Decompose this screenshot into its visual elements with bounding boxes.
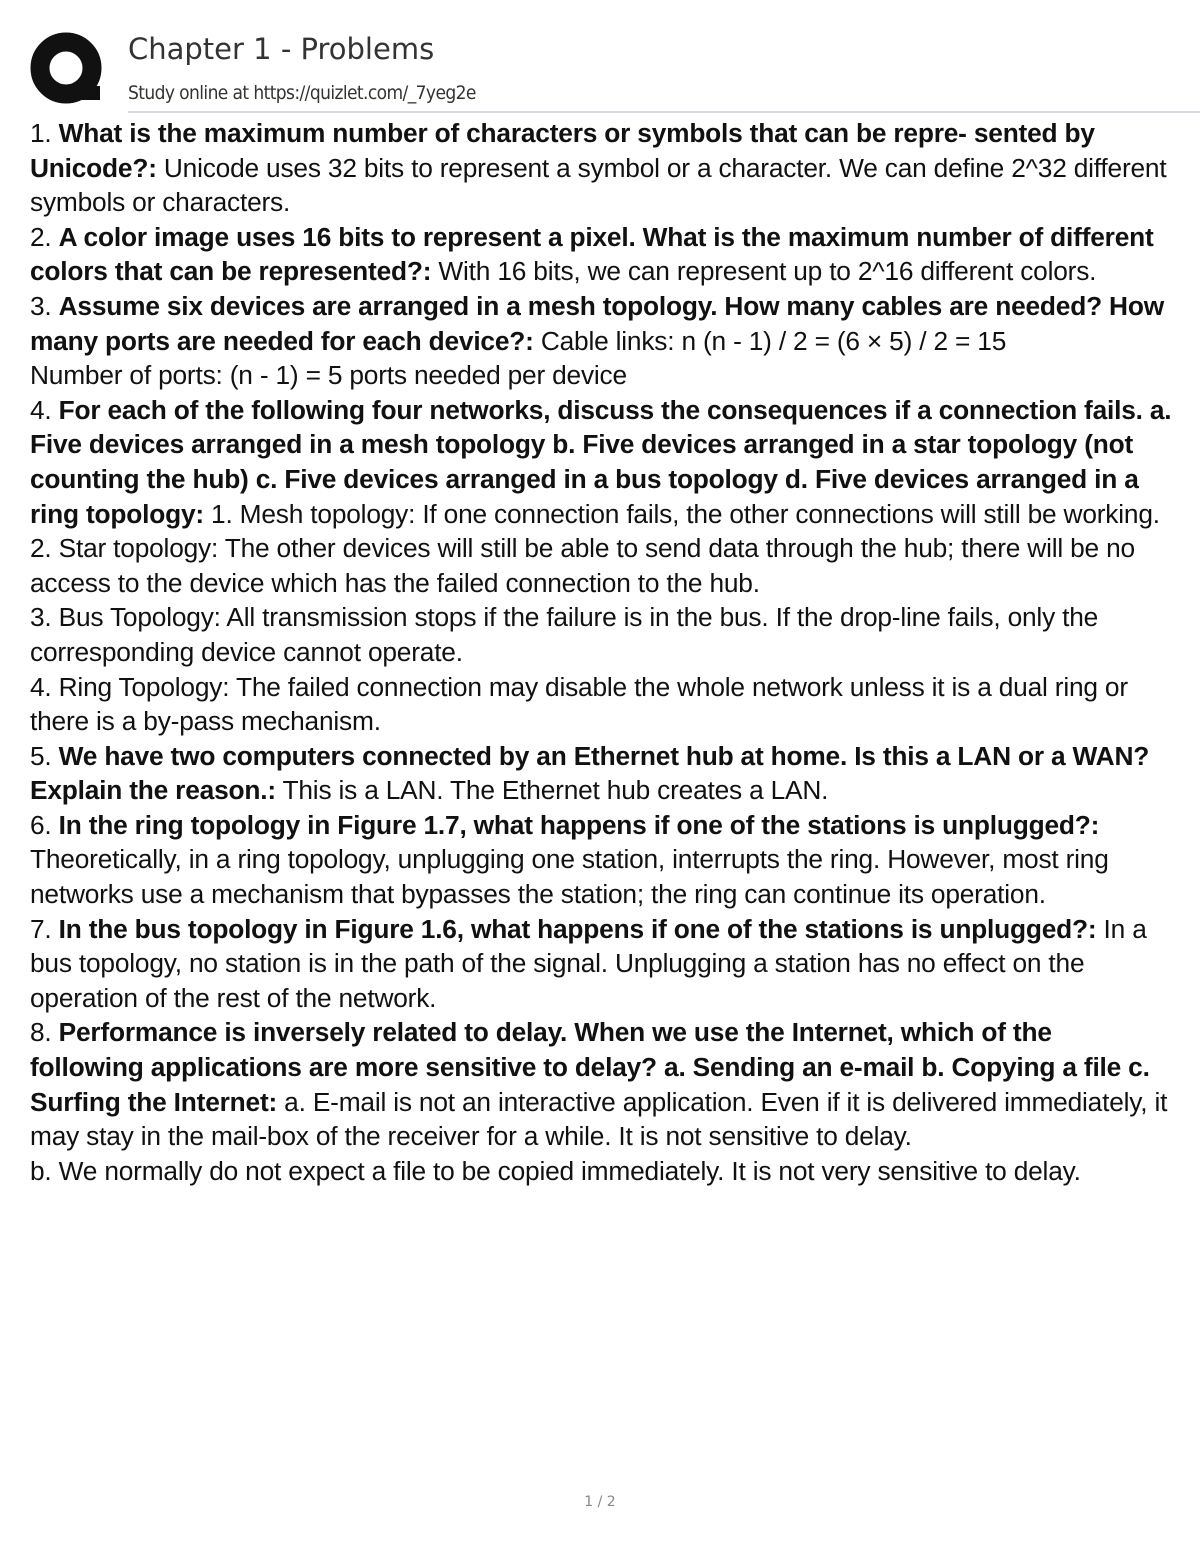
answer-text: This is a LAN. The Ethernet hub creates a LAN. [275, 775, 829, 806]
answer-continuation: 2. Star topology: The other devices will still be able to send data through the hub; there will be no access to the device which has the failed connection to the hub. [30, 533, 1135, 598]
question-number: 6. [30, 809, 59, 840]
question-text: For each of the following four networks, discuss the consequences if a connection fails. a. Five devices arranged in a mesh topology b. Five devices arranged in a star topology (not counting the hub) c. Five devices arranged in a bus topology d. Five devices arranged in a ring topology: [30, 394, 1172, 529]
question-item [30, 289, 1172, 358]
questions-list [30, 116, 1172, 1188]
question-item [30, 739, 1172, 808]
answer-text: In a bus topology, no station is in the path of the signal. Unplugging a station has no effect on the operation of the rest of the network. [30, 913, 1147, 1013]
question-text: In the ring topology in Figure 1.7, what happens if one of the stations is unplugged?: [58, 809, 1100, 840]
question-text: In the bus topology in Figure 1.6, what happens if one of the stations is unplugged?: [58, 913, 1097, 944]
header-divider [128, 111, 1200, 113]
question-item [30, 116, 1172, 220]
document-title: Chapter 1 - Problems [128, 32, 435, 66]
question-text: A color image uses 16 bits to represent a pixel. What is the maximum number of different colors that can be represented?: [30, 221, 1154, 287]
question-number: 4. [30, 394, 59, 425]
question-number: 5. [30, 740, 59, 771]
quizlet-q-logo-icon [30, 32, 106, 108]
question-item [30, 393, 1172, 531]
answer-text: Theoretically, in a ring topology, unplugging one station, interrupts the ring. However, most ring networks use a mechanism that bypasses the station; the ring can continue its operation. [30, 844, 1109, 910]
question-number: 7. [30, 913, 59, 944]
answer-text: Cable links: n (n - 1) / 2 = (6 × 5) / 2 = 15 [533, 325, 1007, 356]
question-number: 2. [30, 221, 59, 252]
answer-text: 1. Mesh topology: If one connection fails, the other connections will still be working. [203, 498, 1160, 529]
answer-continuation: b. We normally do not expect a file to be copied immediately. It is not very sensitive to delay. [30, 1155, 1081, 1186]
question-number: 8. [30, 1017, 59, 1048]
question-text: Assume six devices are arranged in a mesh topology. How many cables are needed? How many ports are needed for each device?: [30, 290, 1164, 356]
question-number: 3. [30, 290, 59, 321]
document-header [30, 28, 1172, 112]
answer-text: With 16 bits, we can represent up to 2^16 different colors. [431, 256, 1097, 287]
answer-continuation: 4. Ring Topology: The failed connection may disable the whole network unless it is a dual ring or there is a by-pass mechanism. [30, 671, 1128, 737]
question-number: 1. [30, 118, 59, 148]
question-text: We have two computers connected by an Ethernet hub at home. Is this a LAN or a WAN? Explain the reason.: [30, 740, 1150, 806]
question-item [30, 912, 1172, 1016]
question-text: Performance is inversely related to delay. When we use the Internet, which of the following applications are more sensitive to delay? a. Sending an e-mail b. Copying a file c. Surfing the Internet: [30, 1017, 1150, 1117]
question-item [30, 808, 1172, 912]
question-item [30, 220, 1172, 289]
question-item [30, 1015, 1172, 1153]
study-url-link[interactable]: https://quizlet.com/_7yeg2e [253, 82, 476, 104]
answer-continuation: Number of ports: (n - 1) = 5 ports needed per device [30, 360, 627, 391]
answer-continuation: 3. Bus Topology: All transmission stops if the failure is in the bus. If the drop-line fails, only the corresponding device cannot operate. [30, 602, 1099, 667]
study-prefix: Study online at [128, 82, 254, 104]
page-number: 1 / 2 [584, 1494, 616, 1510]
answer-text: Unicode uses 32 bits to represent a symbol or a character. We can define 2^32 different symbols or characters. [30, 152, 1167, 218]
study-online-line [128, 82, 476, 104]
question-text: What is the maximum number of characters or symbols that can be repre- sented by Unicode?: [30, 118, 1095, 183]
answer-text: a. E-mail is not an interactive application. Even if it is delivered immediately, it may stay in the mail-box of the receiver for a while. It is not sensitive to delay. [30, 1086, 1168, 1152]
